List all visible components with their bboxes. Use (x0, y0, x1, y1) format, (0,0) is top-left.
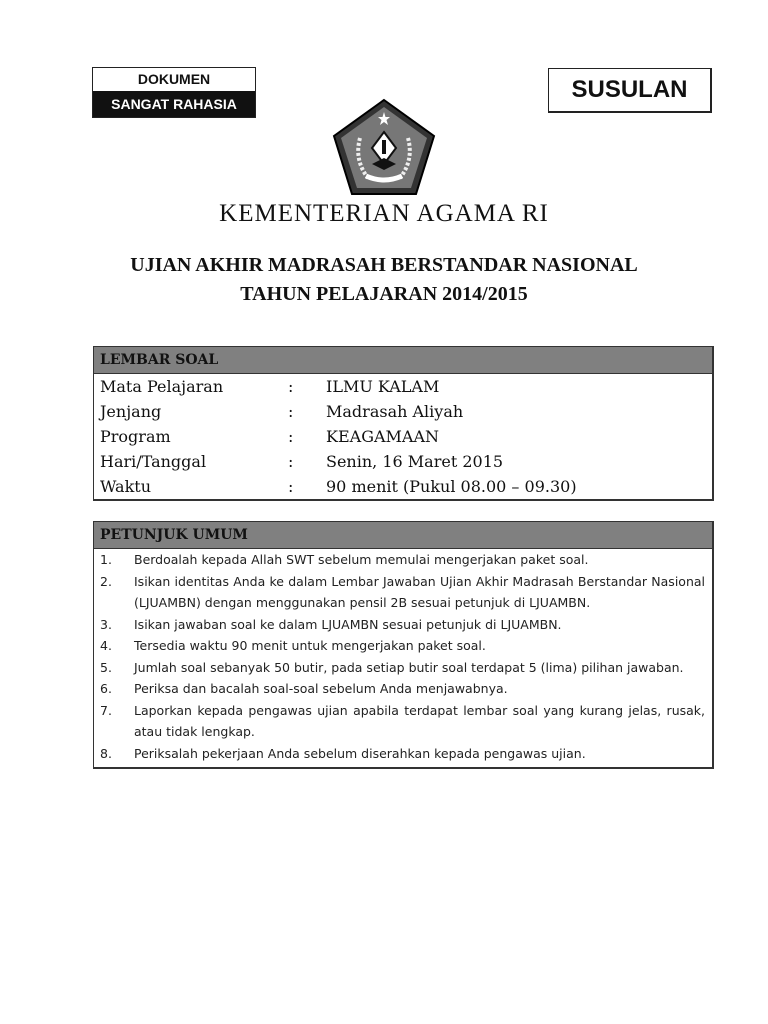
row-sep: : (288, 402, 294, 421)
table-row (94, 424, 712, 449)
badge-top: DOKUMEN (137, 71, 211, 87)
row-value: 90 menit (Pukul 08.00 – 09.30) (326, 477, 577, 496)
row-label: Jenjang (100, 402, 162, 421)
row-value: Madrasah Aliyah (326, 402, 464, 421)
row-label: Waktu (100, 477, 152, 496)
item-number: 3. (100, 616, 112, 632)
lembar-soal-header: LEMBAR SOAL (94, 347, 712, 374)
exam-title: UJIAN AKHIR MADRASAH BERSTANDAR NASIONAL (130, 254, 638, 276)
ministry-logo-icon (332, 98, 436, 196)
item-text: Isikan jawaban soal ke dalam LJUAMBN sesuai petunjuk di LJUAMBN. (134, 616, 562, 632)
row-value: Senin, 16 Maret 2015 (326, 452, 504, 471)
row-value: KEAGAMAAN (326, 427, 440, 446)
table-row (94, 474, 712, 499)
item-text: Periksa dan bacalah soal-soal sebelum Anda menjawabnya. (134, 681, 508, 696)
list-item (94, 614, 712, 636)
item-text: Berdoalah kepada Allah SWT sebelum memulai mengerjakan paket soal. (134, 552, 589, 567)
row-sep: : (288, 377, 294, 396)
item-number: 6. (100, 681, 112, 696)
item-text: Jumlah soal sebanyak 50 butir, pada setiap butir soal terdapat 5 (lima) pilihan jawaban. (134, 659, 684, 675)
list-item (94, 700, 712, 743)
badge-bottom: SANGAT RAHASIA (93, 91, 255, 117)
susulan-badge: SUSULAN (548, 68, 712, 113)
petunjuk-header: PETUNJUK UMUM (94, 522, 712, 549)
row-label: Hari/Tanggal (100, 452, 207, 471)
table-row (94, 374, 712, 399)
document-classification-badge (92, 67, 256, 118)
item-text: Isikan identitas Anda ke dalam Lembar Jawaban Ujian Akhir Madrasah Berstandar Nasional (LJUAMBN) dengan menggunakan pensil 2B sesuai petunjuk di LJUAMBN. (134, 573, 705, 610)
list-item (94, 549, 712, 571)
table-row (94, 449, 712, 474)
item-number: 8. (100, 745, 112, 761)
list-item (94, 635, 712, 657)
row-label: Mata Pelajaran (100, 377, 224, 396)
item-text: Periksalah pekerjaan Anda sebelum diserahkan kepada pengawas ujian. (134, 745, 586, 761)
lembar-soal-table (93, 346, 714, 501)
petunjuk-umum-table (93, 521, 714, 769)
table-row (94, 399, 712, 424)
row-sep: : (288, 477, 294, 496)
list-item (94, 678, 712, 700)
item-text: Laporkan kepada pengawas ujian apabila terdapat lembar soal yang kurang jelas, rusak, atau tidak lengkap. (134, 702, 705, 739)
item-number: 1. (100, 552, 112, 567)
item-number: 7. (100, 702, 112, 718)
item-number: 5. (100, 659, 112, 675)
list-item (94, 571, 712, 614)
ministry-name: KEMENTERIAN AGAMA RI (219, 200, 549, 227)
item-number: 2. (100, 573, 112, 589)
item-text: Tersedia waktu 90 menit untuk mengerjakan paket soal. (134, 638, 486, 653)
row-sep: : (288, 452, 294, 471)
row-label: Program (100, 427, 171, 446)
list-item (94, 657, 712, 679)
list-item (94, 743, 712, 765)
exam-year: TAHUN PELAJARAN 2014/2015 (240, 283, 528, 305)
row-sep: : (288, 427, 294, 446)
row-value: ILMU KALAM (326, 377, 440, 396)
item-number: 4. (100, 638, 112, 653)
